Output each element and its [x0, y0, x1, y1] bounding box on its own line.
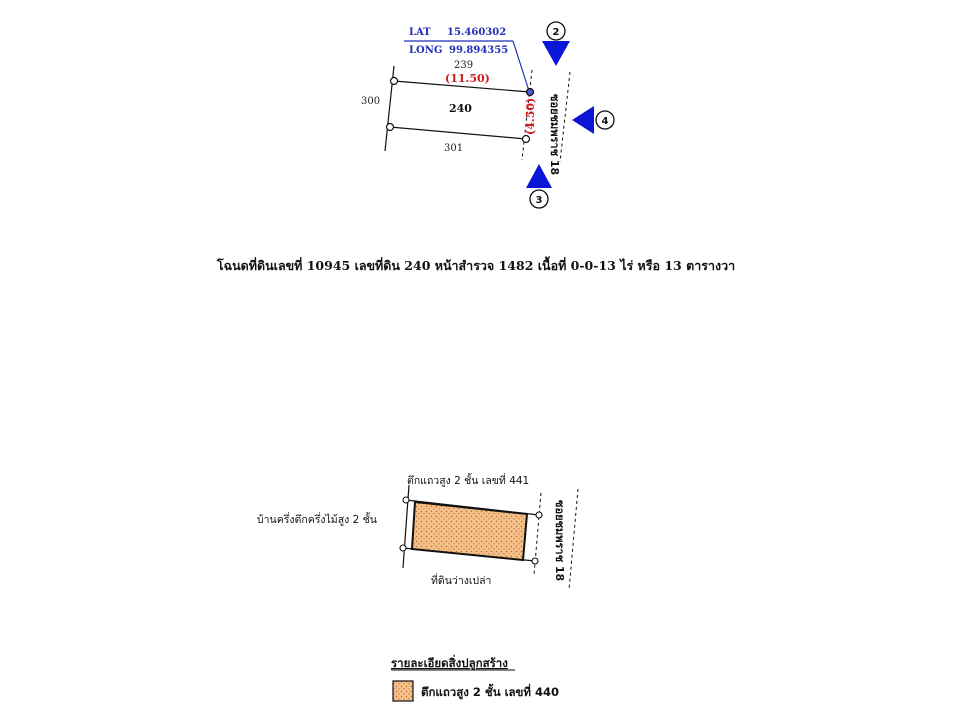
road-name-label: ซอยชมพราช 18 [553, 500, 566, 582]
road-edge-line [569, 489, 578, 590]
south-land-label: ที่ดินว่างเปล่า [431, 575, 492, 587]
north-building-label: ตึกแถวสูง 2 ชั้น เลขที่ 441 [407, 475, 530, 487]
site-plan [361, 22, 614, 208]
boundary-peg [400, 545, 406, 551]
marker-number: 3 [535, 195, 543, 206]
plot-number-label: 240 [449, 102, 472, 115]
boundary-peg [391, 78, 398, 85]
depth-dimension: (4.50) [524, 97, 537, 135]
legend [391, 654, 559, 701]
arrow-down-icon [542, 41, 570, 66]
photo-marker-4 [572, 106, 614, 134]
legend-title: รายละเอียดสิ่งปลูกสร้าง [391, 656, 508, 670]
building-footprint [412, 502, 527, 560]
boundary-peg [387, 124, 394, 131]
west-building-label: บ้านครึ่งตึกครึ่งไม้สูง 2 ชั้น [257, 514, 377, 526]
marker-number: 4 [601, 116, 609, 127]
lat-value: 15.460302 [447, 27, 507, 38]
boundary-peg [536, 512, 542, 518]
west-neighbor-label: 300 [361, 96, 381, 107]
gps-point-marker [527, 89, 534, 96]
arrow-left-icon [572, 106, 594, 134]
south-neighbor-label: 301 [444, 143, 464, 154]
north-neighbor-label: 239 [454, 60, 474, 71]
legend-item-label: ตึกแถวสูง 2 ชั้น เลขที่ 440 [421, 685, 560, 699]
marker-number: 2 [552, 27, 560, 38]
boundary-peg [403, 497, 409, 503]
deed-caption: โฉนดที่ดินเลขที่ 10945 เลขที่ดิน 240 หน้าสำรวจ 1482 เนื้อที่ 0-0-13 ไร่ หรือ 13 ตารางวา [216, 258, 736, 273]
photo-marker-2 [542, 22, 570, 66]
long-value: 99.894355 [449, 45, 509, 56]
legend-swatch [393, 681, 413, 701]
lat-label: LAT [409, 27, 431, 38]
frontage-dimension: (11.50) [445, 72, 490, 85]
long-label: LONG [409, 45, 443, 56]
building-plan [257, 473, 578, 590]
road-name-label: ซอยชมพราช 18 [548, 94, 561, 176]
boundary-peg [523, 136, 530, 143]
coordinate-leader-line [513, 41, 529, 91]
boundary-peg [532, 558, 538, 564]
